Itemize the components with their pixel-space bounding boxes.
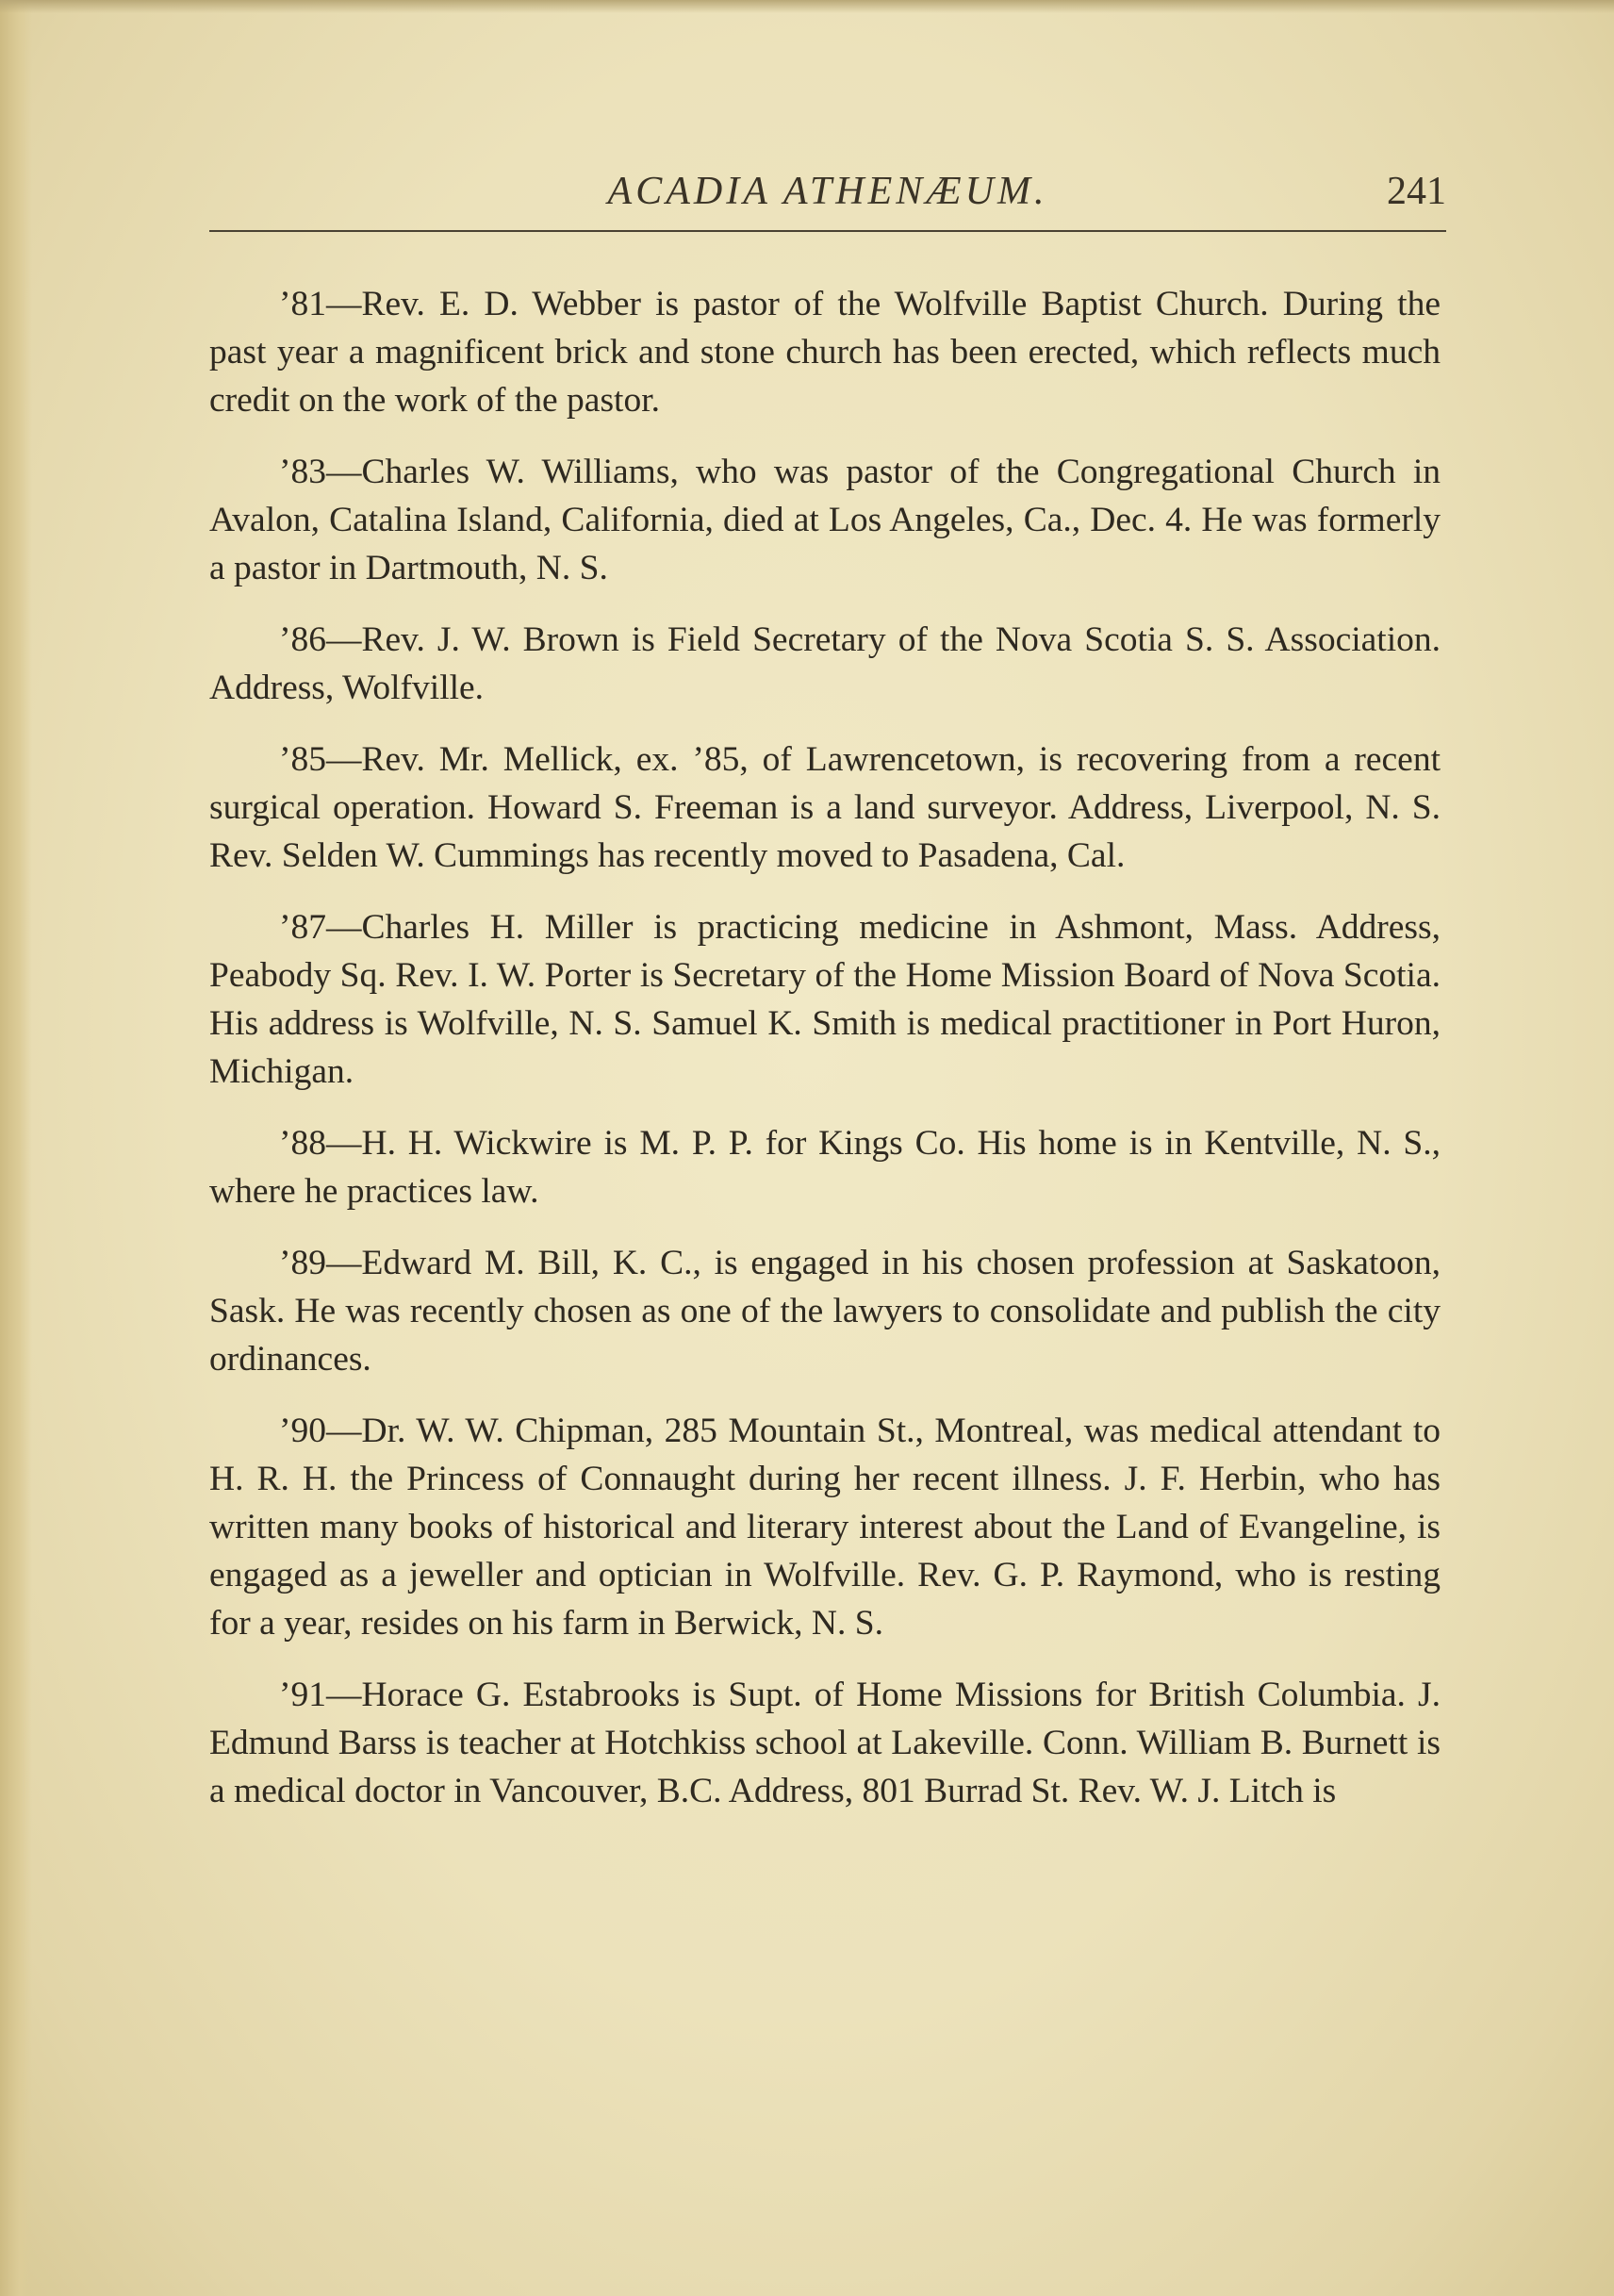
running-title: ACADIA ATHENÆUM. bbox=[607, 170, 1048, 213]
page-number: 241 bbox=[1387, 170, 1446, 213]
entry-class-of-86: ’86—Rev. J. W. Brown is Field Secretary of the Nova Scotia S. S. Association. Address, Wolfville. bbox=[209, 620, 1441, 707]
entry-class-of-85: ’85—Rev. Mr. Mellick, ex. ’85, of Lawrencetown, is recovering from a recent surgical operation. Howard S. Freeman is a land surveyor. Address, Liverpool, N. S. Rev. Selden W. Cummings has recently moved to Pasadena, Cal. bbox=[209, 740, 1441, 875]
entry-class-of-89: ’89—Edward M. Bill, K. C., is engaged in his chosen profession at Saskatoon, Sask. He was recently chosen as one of the lawyers to consolidate and publish the city ordinances. bbox=[209, 1244, 1441, 1379]
page-header bbox=[209, 168, 1446, 224]
page-body bbox=[209, 280, 1441, 2175]
entry-class-of-87: ’87—Charles H. Miller is practicing medicine in Ashmont, Mass. Address, Peabody Sq. Rev. I. W. Porter is Secretary of the Home Mission Board of Nova Scotia. His address is Wolfville, N. S. Samuel K. Smith is medical practitioner in Port Huron, Michigan. bbox=[209, 908, 1441, 1091]
entry-class-of-91: ’91—Horace G. Estabrooks is Supt. of Home Missions for British Columbia. J. Edmund Barss is teacher at Hotchkiss school at Lakeville. Conn. William B. Burnett is a medical doctor in Vancouver, B.C. Address, 801 Burrad St. Rev. W. J. Litch is bbox=[209, 1676, 1441, 1810]
entry-class-of-83: ’83—Charles W. Williams, who was pastor of the Congregational Church in Avalon, Catalina Island, California, died at Los Angeles, Ca., Dec. 4. He was formerly a pastor in Dartmouth, N. S. bbox=[209, 453, 1441, 587]
page-binding-edge bbox=[0, 0, 32, 2296]
entry-class-of-90: ’90—Dr. W. W. Chipman, 285 Mountain St., Montreal, was medical attendant to H. R. H. the Princess of Connaught during her recent illness. J. F. Herbin, who has written many books of historical and literary interest about the Land of Evangeline, is engaged as a jeweller and optician in Wolfville. Rev. G. P. Raymond, who is resting for a year, resides on his farm in Berwick, N. S. bbox=[209, 1412, 1441, 1643]
header-rule bbox=[209, 230, 1446, 232]
entry-class-of-81: ’81—Rev. E. D. Webber is pastor of the Wolfville Baptist Church. During the past year a magnificent brick and stone church has been erected, which reflects much credit on the work of the pastor. bbox=[209, 285, 1441, 420]
entry-class-of-88: ’88—H. H. Wickwire is M. P. P. for Kings Co. His home is in Kentville, N. S., where he practices law. bbox=[209, 1124, 1441, 1211]
page-top-edge bbox=[0, 0, 1614, 13]
